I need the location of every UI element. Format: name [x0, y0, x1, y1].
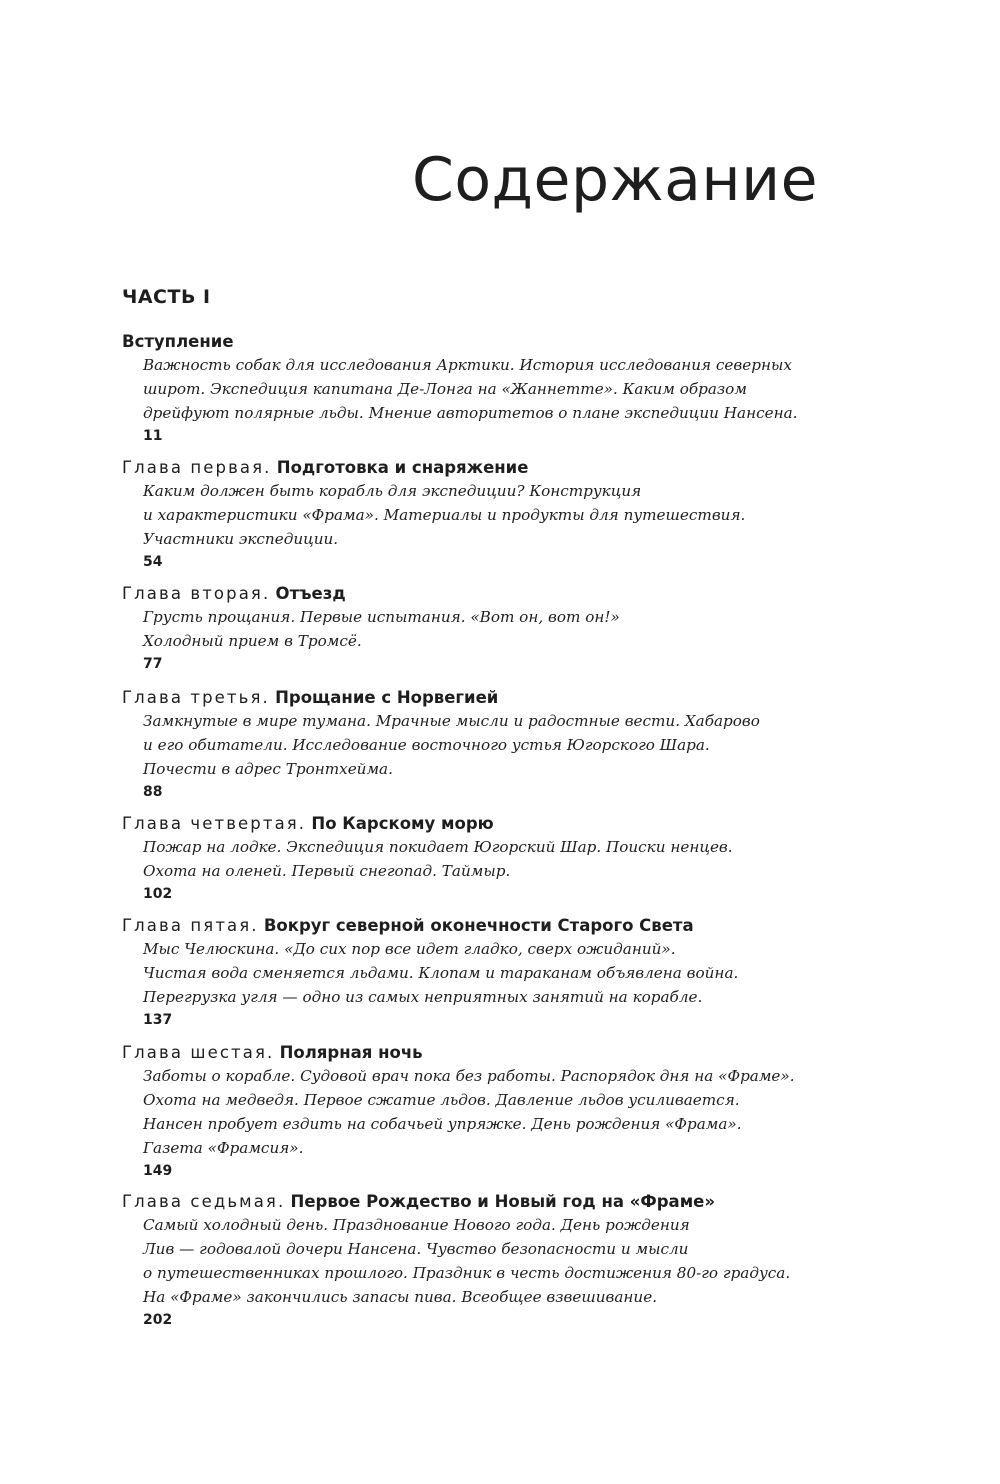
entry-title: Вступление	[122, 332, 234, 351]
entry-heading	[122, 1042, 842, 1064]
description-line: На «Фраме» закончились запасы пива. Всеобщее взвешивание.	[143, 1288, 658, 1306]
description-line: и характеристики «Фрама». Материалы и продукты для путешествия.	[143, 506, 746, 524]
description-line: Самый холодный день. Празднование Нового года. День рождения	[143, 1216, 690, 1234]
chapter-label: Глава седьмая.	[122, 1192, 286, 1211]
entry-heading	[122, 1191, 842, 1213]
description-line: Чистая вода сменяется льдами. Клопам и тараканам объявлена война.	[143, 964, 739, 982]
description-line: Нансен пробует ездить на собачьей упряжке. День рождения «Фрама».	[143, 1115, 742, 1133]
chapter-label: Глава третья.	[122, 688, 270, 707]
toc-entry-chapter-3	[122, 687, 842, 803]
description-line: Газета «Фрамсия».	[143, 1139, 304, 1157]
description-line: Важность собак для исследования Арктики. История исследования северных	[143, 356, 792, 374]
description-line: Заботы о корабле. Судовой врач пока без работы. Распорядок дня на «Фраме».	[143, 1067, 795, 1085]
toc-entry-chapter-6	[122, 1042, 842, 1182]
entry-page-number: 202	[143, 1312, 173, 1328]
chapter-label: Глава первая.	[122, 458, 272, 477]
entry-description	[143, 479, 842, 551]
entry-description	[143, 353, 842, 425]
entry-description	[143, 605, 842, 653]
description-line: Мыс Челюскина. «До сих пор все идет гладко, сверх ожиданий».	[143, 940, 676, 958]
description-line: широт. Экспедиция капитана Де-Лонга на «Жаннетте». Каким образом	[143, 380, 747, 398]
entry-title: Отъезд	[275, 584, 346, 603]
entry-title: Подготовка и снаряжение	[276, 458, 529, 477]
toc-entry-chapter-2	[122, 583, 842, 675]
entry-description	[143, 1064, 842, 1160]
entry-title: По Карскому морю	[311, 814, 494, 833]
description-line: Почести в адрес Тронтхейма.	[143, 760, 393, 778]
page-title: Содержание	[411, 145, 818, 215]
entry-title: Вокруг северной оконечности Старого Света	[263, 916, 694, 935]
entry-heading	[122, 813, 842, 835]
entry-page-number: 137	[143, 1012, 173, 1028]
entry-heading	[122, 331, 842, 353]
toc-entry-introduction	[122, 331, 842, 447]
entry-title: Прощание с Норвегией	[275, 688, 499, 707]
description-line: о путешественниках прошлого. Праздник в честь достижения 80-го градуса.	[143, 1264, 791, 1282]
part-heading: ЧАСТЬ I	[122, 286, 211, 308]
entry-heading	[122, 915, 842, 937]
toc-entry-chapter-1	[122, 457, 842, 573]
entry-description	[143, 709, 842, 781]
entry-description	[143, 835, 842, 883]
entry-page-number: 102	[143, 886, 173, 902]
entry-heading	[122, 687, 842, 709]
description-line: Грусть прощания. Первые испытания. «Вот он, вот он!»	[143, 608, 620, 626]
description-line: Холодный прием в Тромсё.	[143, 632, 362, 650]
toc-entry-chapter-4	[122, 813, 842, 905]
entry-page-number: 77	[143, 656, 163, 672]
chapter-label: Глава четвертая.	[122, 814, 307, 833]
entry-page-number: 11	[143, 428, 163, 444]
description-line: и его обитатели. Исследование восточного устья Югорского Шара.	[143, 736, 710, 754]
entry-title: Полярная ночь	[279, 1043, 423, 1062]
description-line: дрейфуют полярные льды. Мнение авторитетов о плане экспедиции Нансена.	[143, 404, 798, 422]
entry-page-number: 149	[143, 1163, 173, 1179]
entry-title: Первое Рождество и Новый год на «Фраме»	[290, 1192, 716, 1211]
entry-heading	[122, 457, 842, 479]
description-line: Пожар на лодке. Экспедиция покидает Югорский Шар. Поиски ненцев.	[143, 838, 733, 856]
description-line: Охота на медведя. Первое сжатие льдов. Давление льдов усиливается.	[143, 1091, 740, 1109]
chapter-label: Глава шестая.	[122, 1043, 275, 1062]
description-line: Каким должен быть корабль для экспедиции? Конструкция	[143, 482, 642, 500]
description-line: Перегрузка угля — одно из самых неприятных занятий на корабле.	[143, 988, 703, 1006]
description-line: Лив — годовалой дочери Нансена. Чувство безопасности и мысли	[143, 1240, 689, 1258]
toc-entry-chapter-7	[122, 1191, 842, 1331]
entry-description	[143, 1213, 842, 1309]
description-line: Замкнутые в мире тумана. Мрачные мысли и радостные вести. Хабарово	[143, 712, 760, 730]
entry-page-number: 54	[143, 554, 163, 570]
chapter-label: Глава пятая.	[122, 916, 259, 935]
entry-description	[143, 937, 842, 1009]
entry-page-number: 88	[143, 784, 163, 800]
description-line: Участники экспедиции.	[143, 530, 339, 548]
entry-heading	[122, 583, 842, 605]
description-line: Охота на оленей. Первый снегопад. Таймыр.	[143, 862, 511, 880]
chapter-label: Глава вторая.	[122, 584, 271, 603]
toc-entry-chapter-5	[122, 915, 842, 1031]
